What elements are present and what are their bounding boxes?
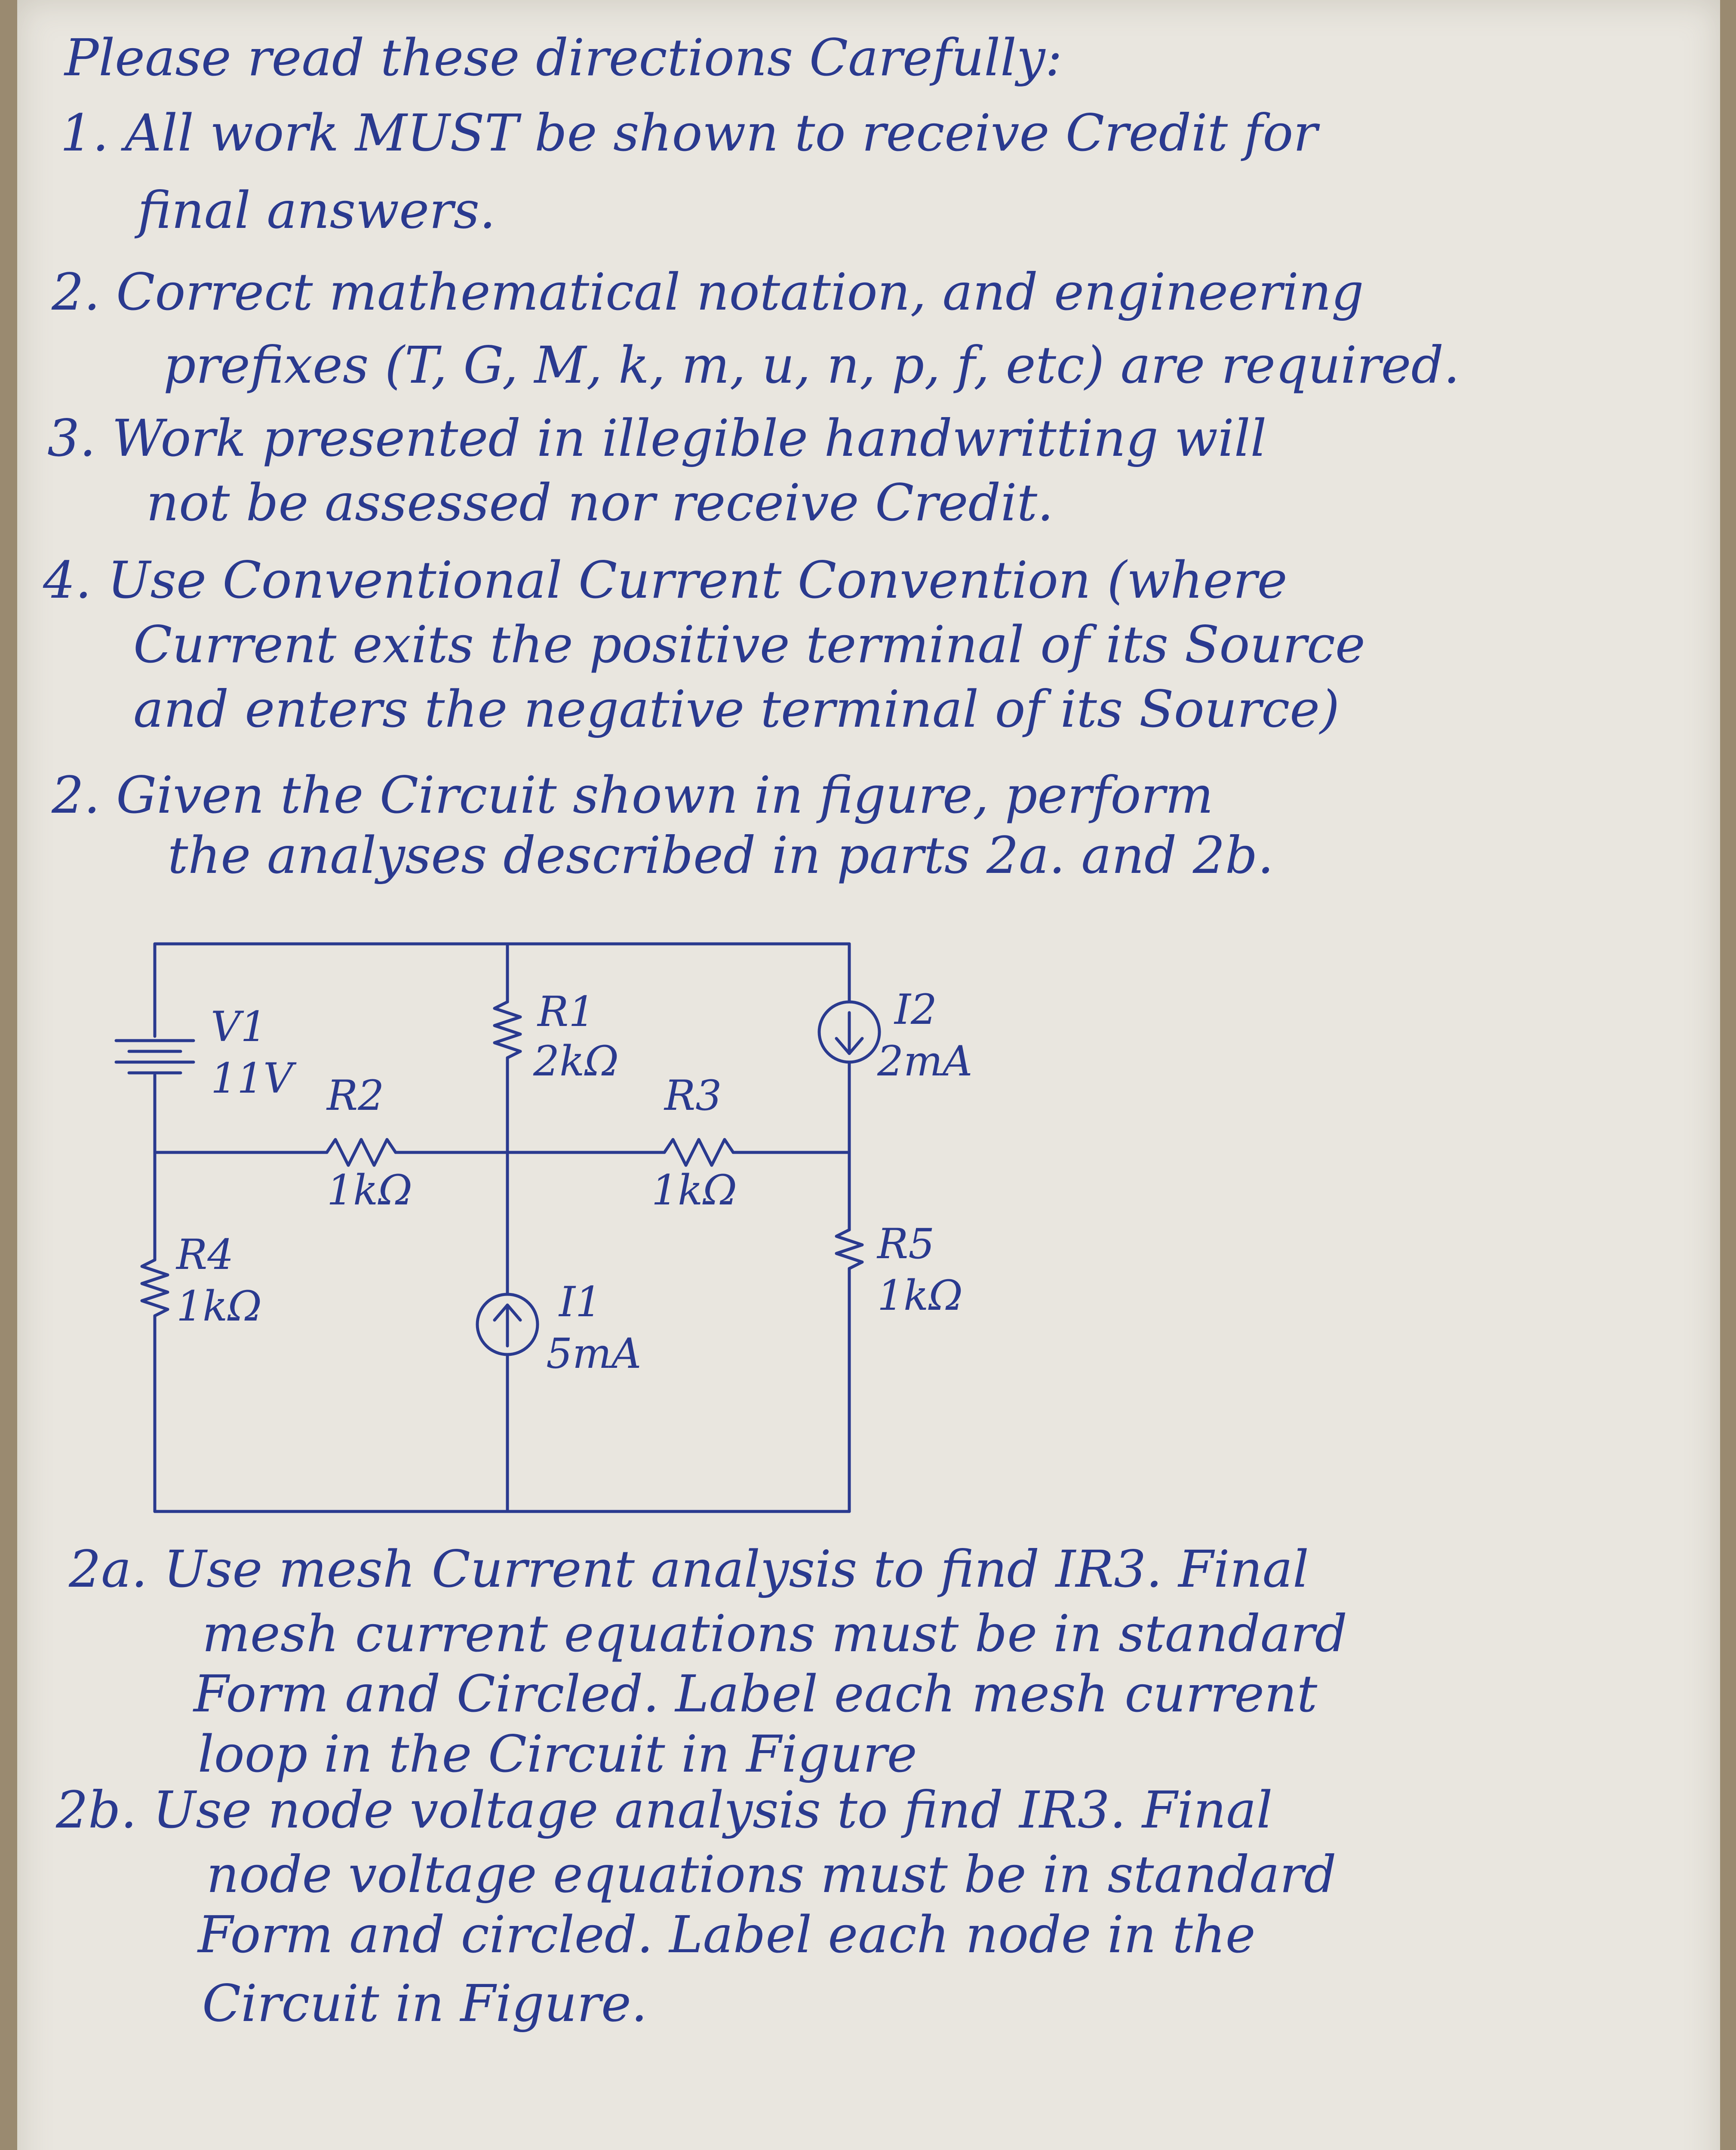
r4-value-label: 1kΩ (176, 1282, 262, 1330)
direction-item-2-line-2: prefixes (T, G, M, k, m, u, n, p, f, etc) are required. (163, 335, 1460, 395)
direction-item-4-line-3: and enters the negative terminal of its Source) (133, 679, 1340, 739)
part-b-line-2: node voltage equations must be in standard (206, 1845, 1337, 1904)
r5-resistor (836, 1230, 862, 1268)
r5-value-label: 1kΩ (877, 1272, 963, 1320)
directions-heading: Please read these directions Carefully: (65, 28, 1063, 87)
v1-name-label: V1 (211, 1003, 267, 1051)
r5-name-label: R5 (877, 1220, 935, 1268)
i2-value-label: 2mA (877, 1037, 973, 1085)
part-a-line-3: Form and Circled. Label each mesh current (194, 1664, 1318, 1723)
part-a-line-1: 2a. Use mesh Current analysis to find IR3. Final (69, 1539, 1309, 1599)
direction-item-4-line-1: 4. Use Conventional Current Convention (where (43, 550, 1287, 610)
part-a-line-2: mesh current equations must be in standard (202, 1604, 1348, 1663)
r3-resistor (664, 1140, 733, 1165)
direction-item-1-line-1: 1. All work MUST be shown to receive Credit for (60, 103, 1318, 163)
part-b-line-1: 2b. Use node voltage analysis to find IR3. Final (56, 1780, 1273, 1840)
r2-value-label: 1kΩ (327, 1166, 412, 1214)
problem-line-2: the analyses described in parts 2a. and 2b. (168, 826, 1274, 885)
direction-item-3-line-2: not be assessed nor receive Credit. (146, 473, 1054, 532)
r2-name-label: R2 (327, 1072, 384, 1120)
direction-item-2-line-1: 2. Correct mathematical notation, and engineering (52, 262, 1364, 322)
v1-value-label: 11V (211, 1054, 293, 1103)
r2-resistor (327, 1140, 396, 1165)
r3-value-label: 1kΩ (651, 1166, 737, 1214)
r1-name-label: R1 (538, 988, 595, 1036)
direction-item-4-line-2: Current exits the positive terminal of its Source (133, 615, 1365, 674)
part-b-line-3: Form and circled. Label each node in the (198, 1905, 1256, 1964)
r1-resistor (495, 1002, 520, 1058)
direction-item-1-line-2: final answers. (138, 181, 496, 240)
direction-item-3-line-1: 3. Work presented in illegible handwritting will (47, 408, 1267, 468)
part-a-line-4: loop in the Circuit in Figure (198, 1724, 917, 1784)
i1-name-label: I1 (559, 1278, 602, 1326)
problem-line-1: 2. Given the Circuit shown in figure, perform (52, 765, 1214, 825)
i2-name-label: I2 (894, 986, 937, 1034)
r3-name-label: R3 (664, 1072, 722, 1120)
r4-resistor (142, 1260, 168, 1316)
part-b-line-4: Circuit in Figure. (202, 1974, 648, 2033)
r1-value-label: 2kΩ (533, 1037, 619, 1085)
i1-value-label: 5mA (546, 1330, 642, 1378)
r4-name-label: R4 (176, 1231, 234, 1279)
